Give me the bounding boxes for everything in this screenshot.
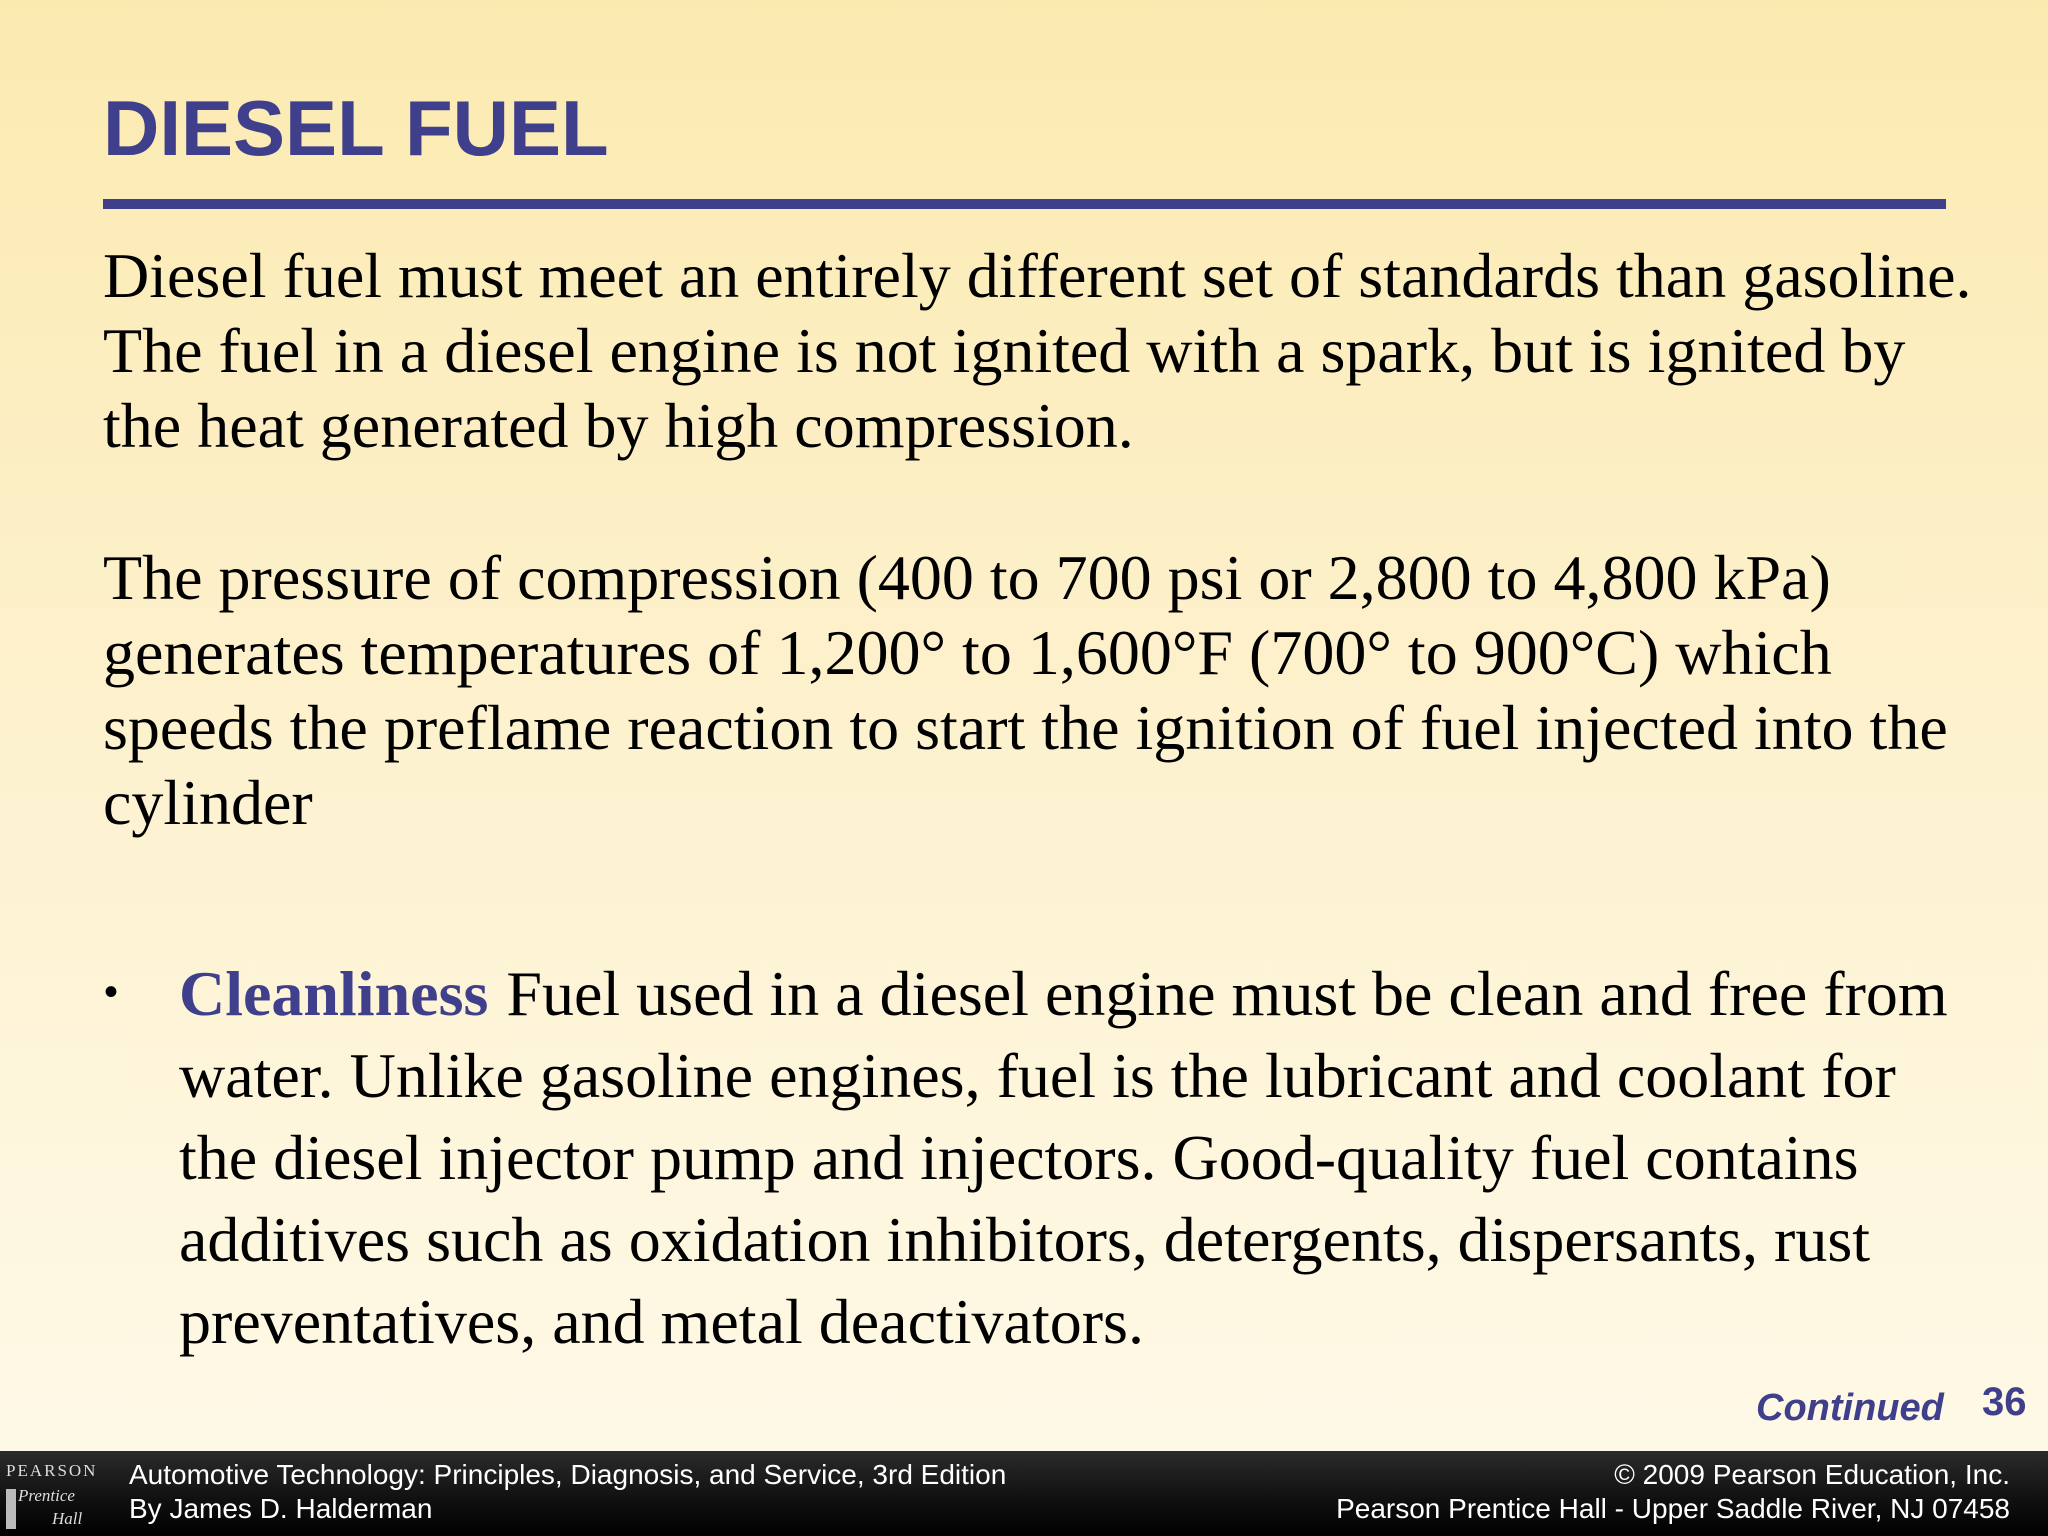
footer-copyright: © 2009 Pearson Education, Inc. — [1614, 1459, 2010, 1490]
bullet-marker: • — [104, 970, 119, 1014]
bullet-term: Cleanliness — [179, 958, 489, 1029]
footer-bar — [0, 1451, 2048, 1536]
logo-prentice-text: Prentice — [18, 1486, 75, 1505]
footer-publisher: Pearson Prentice Hall - Upper Saddle River, NJ 07458 — [1336, 1493, 2010, 1524]
bullet-cleanliness — [179, 953, 1979, 1363]
logo-mark-icon — [6, 1489, 16, 1529]
page-number: 36 — [1982, 1380, 2027, 1424]
logo-pearson-text: PEARSON — [6, 1461, 98, 1480]
slide-title: DIESEL FUEL — [103, 84, 609, 172]
bullet-text: Fuel used in a diesel engine must be clean and free from water. Unlike gasoline engines, fuel is the lubricant and coolant for the diesel injector pump and injectors. Good-quality fuel contains additives such as oxidation inhibitors, detergents, dispersants, rust preventatives, and metal deactivators. — [179, 958, 1948, 1357]
pearson-prentice-hall-logo — [0, 1451, 104, 1536]
paragraph-compression: The pressure of compression (400 to 700 psi or 2,800 to 4,800 kPa) generates temperatures of 1,200° to 1,600°F (700° to 900°C) which speeds the preflame reaction to start the ignition of fuel injected into the cylinder — [103, 542, 1948, 838]
footer-book-title: Automotive Technology: Principles, Diagnosis, and Service, 3rd Edition — [129, 1459, 1007, 1490]
logo-hall-text: Hall — [52, 1509, 83, 1528]
title-divider — [103, 199, 1946, 209]
paragraph-intro: Diesel fuel must meet an entirely different set of standards than gasoline. The fuel in a diesel engine is not ignited with a spark, but is ignited by the heat generated by high compression. — [103, 240, 1972, 461]
footer-author: By James D. Halderman — [129, 1493, 433, 1524]
continued-label: Continued — [1756, 1387, 1944, 1429]
